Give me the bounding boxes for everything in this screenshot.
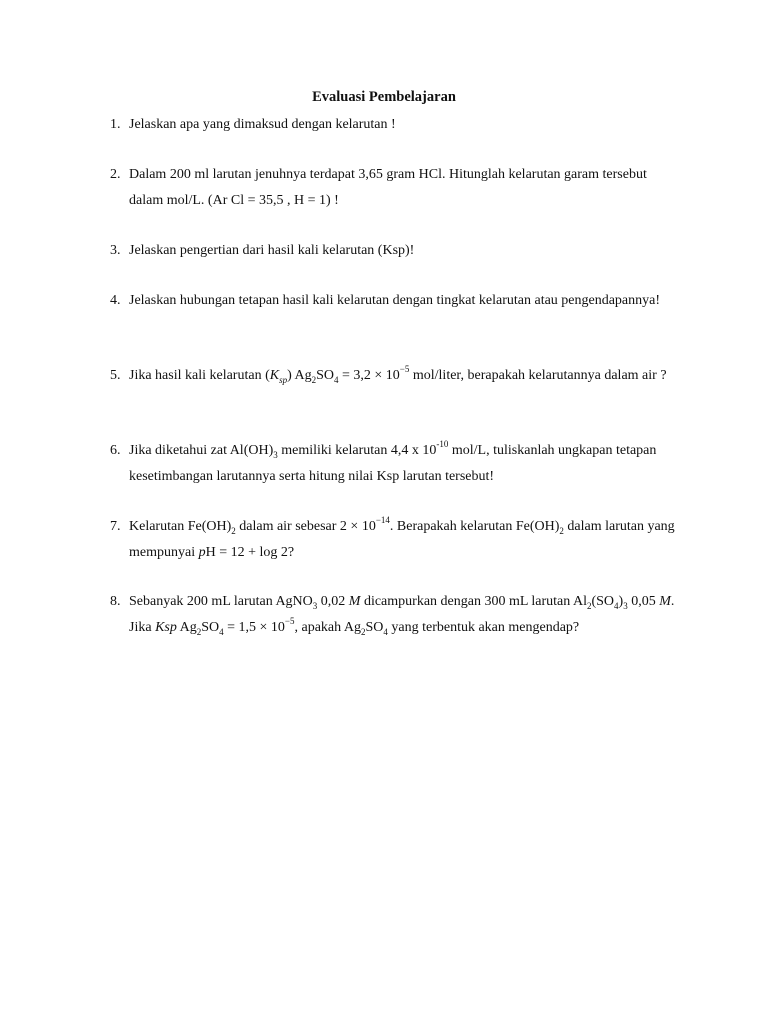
question-text-segment: mol/L, tuliskanlah ungkapan tetapan kesetimbangan larutannya serta hitung nilai Ksp larutan tersebut! xyxy=(129,443,657,484)
question-text xyxy=(129,162,680,213)
question-text-segment: p xyxy=(198,544,206,560)
question-text-segment: . Berapakah kelarutan Fe(OH) xyxy=(389,519,560,534)
subscript-text: 4 xyxy=(383,626,388,637)
question-text-segment: (SO xyxy=(591,594,615,609)
question-number: 7. xyxy=(110,519,121,534)
question-text-segment: SO xyxy=(201,619,220,635)
question-text-segment: Kelarutan Fe(OH) xyxy=(129,519,232,534)
question-text xyxy=(129,363,680,389)
superscript-text: −14 xyxy=(375,515,390,526)
superscript-text: -10 xyxy=(436,439,449,450)
subscript-text: 2 xyxy=(196,626,202,637)
question-4 xyxy=(110,288,680,314)
subscript-text: 2 xyxy=(231,525,236,536)
subscript-text: 2 xyxy=(586,600,592,611)
subscript-text: 4 xyxy=(219,626,224,637)
question-text-segment: , apakah Ag xyxy=(294,619,361,635)
question-number: 3. xyxy=(110,243,121,258)
question-text xyxy=(129,589,680,640)
question-text-segment: H = 12 + log 2? xyxy=(205,544,295,560)
question-text-segment: . Jika xyxy=(129,594,675,635)
question-number: 4. xyxy=(110,293,121,308)
superscript-text: −5 xyxy=(284,615,295,626)
question-number: 8. xyxy=(110,594,121,609)
question-number: 1. xyxy=(110,117,121,132)
question-text-segment: ) Ag xyxy=(287,368,312,383)
question-8 xyxy=(110,589,680,640)
question-text xyxy=(129,238,680,264)
subscript-text: 2 xyxy=(311,374,317,385)
question-text-segment: Jelaskan hubungan tetapan hasil kali kelarutan dengan tingkat kelarutan atau pengendapannya! xyxy=(129,293,661,308)
question-text-segment: K xyxy=(269,368,280,383)
question-text xyxy=(129,288,680,314)
question-5 xyxy=(110,363,680,389)
question-text-segment: dalam larutan yang mempunyai xyxy=(129,519,675,560)
question-text-segment: Dalam 200 ml larutan jenuhnya terdapat 3,65 gram HCl. Hitunglah kelarutan garam tersebut dalam mol/L. (Ar Cl = 35,5 , H = 1) ! xyxy=(129,167,647,208)
question-text-segment: Jelaskan pengertian dari hasil kali kelarutan (Ksp)! xyxy=(129,243,415,258)
question-text-segment: memiliki kelarutan 4,4 x 10 xyxy=(277,443,437,458)
question-text-segment: SO xyxy=(365,619,384,635)
question-text-segment: Sebanyak 200 mL larutan AgNO xyxy=(129,594,313,609)
question-text-segment: dalam air sebesar 2 × 10 xyxy=(235,519,376,534)
question-6 xyxy=(110,438,680,489)
question-number: 5. xyxy=(110,368,121,383)
question-text-segment: yang terbentuk akan mengendap? xyxy=(387,619,580,635)
subscript-text: sp xyxy=(279,374,288,385)
question-text-segment: SO xyxy=(316,368,334,383)
subscript-text: 4 xyxy=(334,374,339,385)
subscript-text: 3 xyxy=(623,600,628,611)
subscript-text: 3 xyxy=(273,449,278,460)
page-title: Evaluasi Pembelajaran xyxy=(312,89,456,105)
question-text-segment: ) xyxy=(618,594,624,609)
question-text xyxy=(129,438,680,489)
question-text-segment: M xyxy=(348,594,361,609)
question-number: 2. xyxy=(110,167,121,182)
superscript-text: −5 xyxy=(399,364,410,375)
question-text-segment: dicampurkan dengan 300 mL larutan Al xyxy=(360,594,587,609)
question-text xyxy=(129,112,680,138)
subscript-text: 3 xyxy=(312,600,318,611)
subscript-text: 2 xyxy=(360,626,366,637)
subscript-text: 4 xyxy=(614,600,619,611)
question-text-segment: Jelaskan apa yang dimaksud dengan kelarutan ! xyxy=(129,117,396,132)
subscript-text: 2 xyxy=(559,525,564,536)
question-text-segment: 0,05 xyxy=(627,594,660,609)
question-text-segment: Jika diketahui zat Al(OH) xyxy=(129,443,274,458)
question-text-segment: mol/liter, berapakah kelarutannya dalam air ? xyxy=(409,368,667,383)
question-text-segment: Ag xyxy=(176,619,197,635)
question-text-segment: = 1,5 × 10 xyxy=(223,619,285,635)
question-text xyxy=(129,514,680,565)
question-text-segment: M xyxy=(659,594,671,609)
question-7 xyxy=(110,514,680,565)
question-text-segment: 0,02 xyxy=(317,594,349,609)
question-1 xyxy=(110,112,680,138)
question-text-segment: Ksp xyxy=(155,619,177,635)
question-text-segment: Jika hasil kali kelarutan ( xyxy=(129,368,270,383)
question-text-segment: = 3,2 × 10 xyxy=(338,368,400,383)
question-3 xyxy=(110,238,680,264)
question-number: 6. xyxy=(110,443,121,458)
question-2 xyxy=(110,162,680,213)
